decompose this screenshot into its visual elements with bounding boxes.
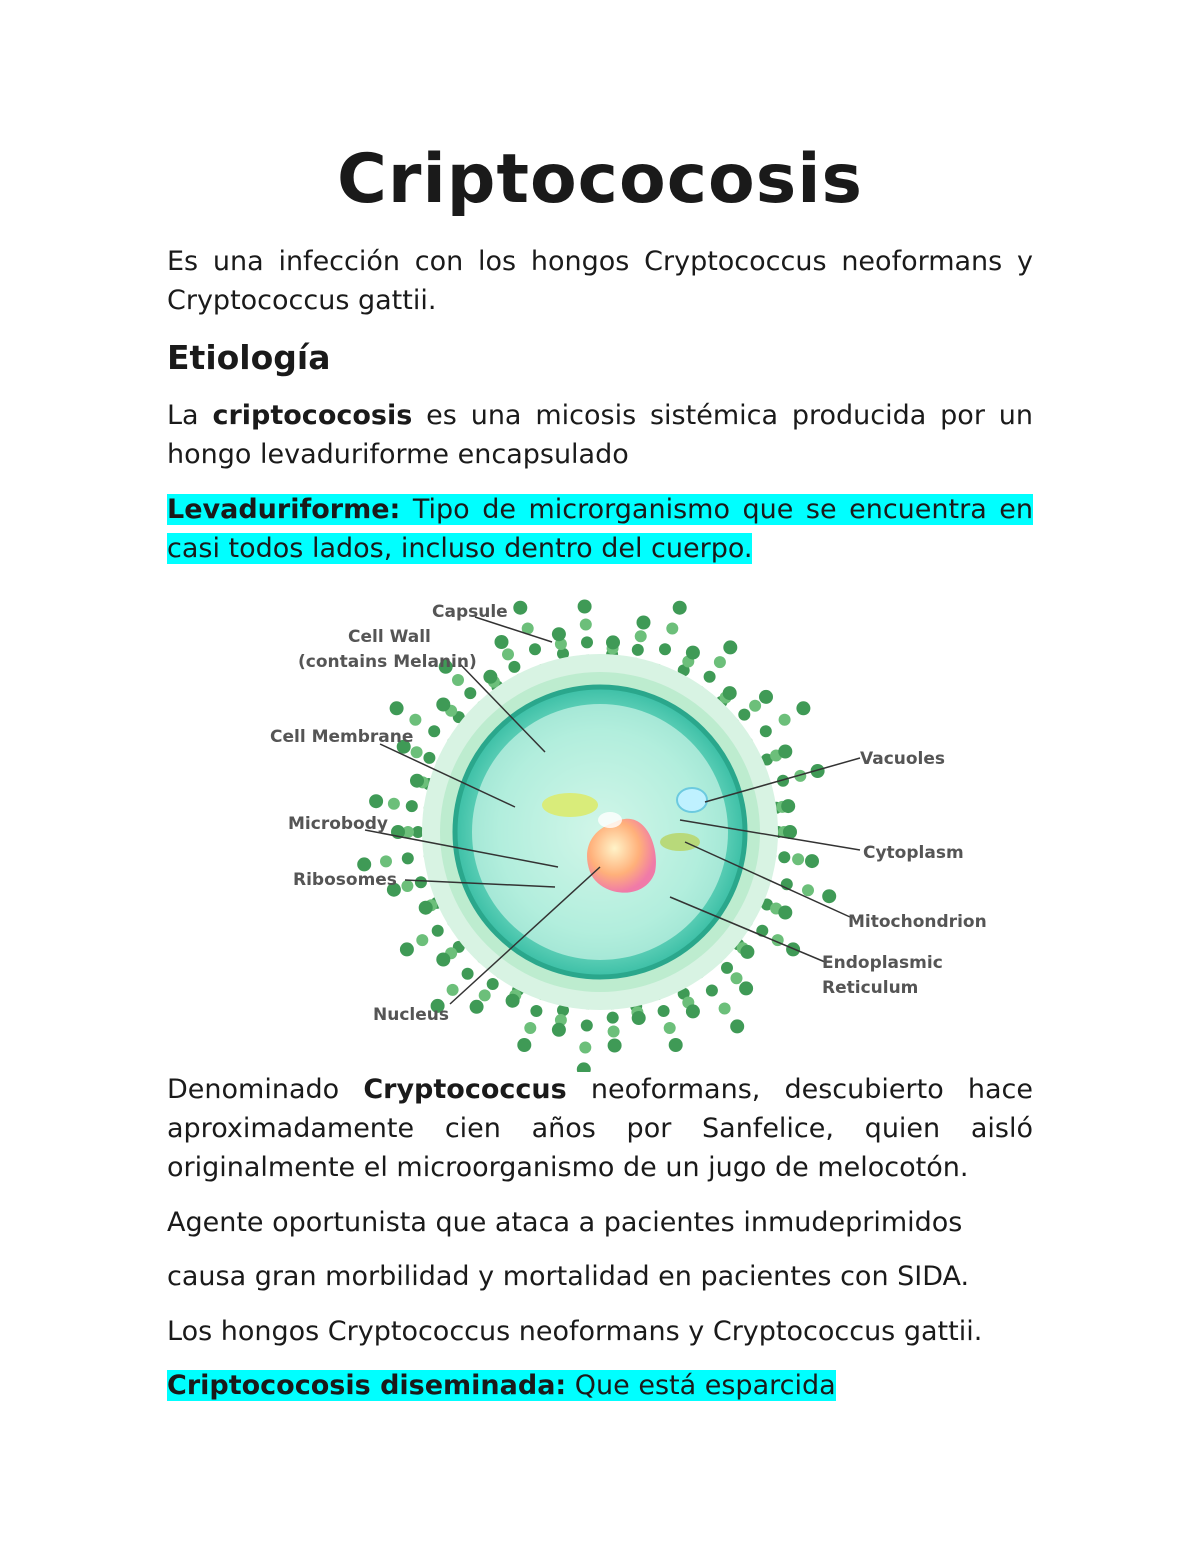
capsule-fiber-bead xyxy=(436,953,450,967)
label-capsule: Capsule xyxy=(432,602,508,622)
agente-paragraph xyxy=(167,1203,1033,1242)
capsule-fiber-bead xyxy=(530,1005,542,1017)
capsule-fiber-bead xyxy=(739,981,753,995)
label-ribosomes: Ribosomes xyxy=(293,870,397,890)
capsule-fiber-bead xyxy=(723,686,737,700)
capsule-fiber-bead xyxy=(749,700,761,712)
capsule-fiber-bead xyxy=(669,1038,683,1052)
capsule-fiber-bead xyxy=(552,1023,566,1037)
label-cell-wall-note: (contains Melanin) xyxy=(298,652,477,672)
section-heading: Etiología xyxy=(167,338,331,377)
capsule-fiber-bead xyxy=(409,714,421,726)
label-microbody: Microbody xyxy=(288,814,388,834)
capsule-fiber-bead xyxy=(436,698,450,712)
capsule-fiber-bead xyxy=(464,687,476,699)
definition-levaduriforme xyxy=(167,490,1033,568)
capsule-fiber-bead xyxy=(778,745,792,759)
capsule-fiber-bead xyxy=(423,752,435,764)
label-cell-membrane: Cell Membrane xyxy=(270,727,414,747)
capsule-fiber-bead xyxy=(796,701,810,715)
capsule-fiber-bead xyxy=(658,1005,670,1017)
label-cytoplasm: Cytoplasm xyxy=(863,843,964,863)
definition-diseminada xyxy=(167,1366,1033,1405)
etiologia-rest: es una micosis sistémica producida por un hongo levaduriforme encapsulado xyxy=(167,400,1033,470)
nucleolus xyxy=(598,812,622,828)
capsule-fiber-bead xyxy=(632,644,644,656)
label-nucleus: Nucleus xyxy=(373,1005,449,1025)
capsule-fiber-bead xyxy=(760,725,772,737)
capsule-fiber-bead xyxy=(388,798,400,810)
etiologia-paragraph xyxy=(167,396,1033,474)
capsule-fiber-bead xyxy=(719,1003,731,1015)
capsule-fiber-bead xyxy=(506,994,520,1008)
vacuole xyxy=(677,788,707,812)
capsule-fiber-bead xyxy=(822,889,836,903)
hongos-paragraph: Los hongos Cryptococcus neoformans y Cryptococcus gattii. xyxy=(167,1316,983,1347)
capsule-fiber-bead xyxy=(495,635,509,649)
capsule-fiber-bead xyxy=(759,690,773,704)
capsule-fiber-bead xyxy=(447,984,459,996)
capsule-fiber-bead xyxy=(581,636,593,648)
denominado-bold: Cryptococcus xyxy=(363,1074,567,1105)
label-vacuoles: Vacuoles xyxy=(860,749,946,769)
capsule-fiber-bead xyxy=(513,601,527,615)
capsule-fiber-bead xyxy=(552,627,566,641)
capsule-fiber-bead xyxy=(529,643,541,655)
page-title: Criptococosis xyxy=(337,140,863,219)
capsule-fiber-bead xyxy=(608,1039,622,1053)
mitochondrion xyxy=(660,833,700,851)
causa-paragraph: causa gran morbilidad y mortalidad en pacientes con SIDA. xyxy=(167,1261,970,1292)
capsule-fiber-bead xyxy=(416,934,428,946)
intro-paragraph: Es una infección con los hongos Cryptococcus neoformans y Cryptococcus gattii. xyxy=(167,246,1033,316)
capsule-fiber-bead xyxy=(508,661,520,673)
etiologia-bold: criptococosis xyxy=(212,400,413,431)
definition-term: Levaduriforme: xyxy=(167,494,401,525)
capsule-fiber-bead xyxy=(578,600,592,614)
capsule-fiber-bead xyxy=(714,656,726,668)
capsule-fiber-bead xyxy=(792,853,804,865)
agente-rest: inmudeprimidos xyxy=(734,1207,963,1238)
capsule-fiber-bead xyxy=(483,670,497,684)
capsule-fiber-bead xyxy=(731,972,743,984)
capsule-fiber-bead xyxy=(637,616,651,630)
capsule-fiber-bead xyxy=(706,985,718,997)
capsule-fiber-bead xyxy=(524,1022,536,1034)
capsule-fiber-bead xyxy=(723,640,737,654)
capsule-fiber-bead xyxy=(686,1004,700,1018)
capsule-fiber-bead xyxy=(410,774,424,788)
capsule-fiber-bead xyxy=(479,989,491,1001)
capsule-fiber-bead xyxy=(579,1042,591,1054)
capsule-fiber-bead xyxy=(580,619,592,631)
capsule-fiber-bead xyxy=(805,854,819,868)
label-er-line1: Endoplasmic xyxy=(822,953,943,973)
capsule-fiber-bead xyxy=(419,901,433,915)
agente-prefix: Agente oportunista que ataca a xyxy=(167,1207,604,1238)
capsule-fiber-bead xyxy=(666,623,678,635)
capsule-fiber-bead xyxy=(406,800,418,812)
etiologia-prefix: La xyxy=(167,400,213,431)
capsule-fiber-bead xyxy=(779,714,791,726)
capsule-fiber-bead xyxy=(517,1038,531,1052)
definition2-text: Que está esparcida xyxy=(566,1370,836,1401)
definition-text: Tipo de microrganismo que se encuentra en casi todos lados, incluso dentro del cuerpo. xyxy=(167,494,1033,564)
capsule-fiber-bead xyxy=(608,1026,620,1038)
label-er-line2: Reticulum xyxy=(822,978,919,998)
capsule-fiber-bead xyxy=(470,1000,484,1014)
denominado-rest: neoformans, descubierto hace aproximadamente cien años por Sanfelice, quien aisló originalmente el microorganismo de un jugo de melocotón. xyxy=(167,1074,1033,1183)
label-cell-wall: Cell Wall xyxy=(348,627,431,647)
capsule-fiber-bead xyxy=(673,601,687,615)
capsule-fiber-bead xyxy=(400,942,414,956)
capsule-fiber-bead xyxy=(664,1022,676,1034)
capsule-fiber-bead xyxy=(452,674,464,686)
label-mitochondrion: Mitochondrion xyxy=(848,912,987,932)
capsule-fiber-bead xyxy=(704,671,716,683)
capsule-fiber-bead xyxy=(778,906,792,920)
microbody xyxy=(542,793,598,817)
capsule-fiber-bead xyxy=(581,1020,593,1032)
capsule-fiber-bead xyxy=(369,794,383,808)
capsule-fiber-bead xyxy=(781,799,795,813)
capsule-fiber-bead xyxy=(432,925,444,937)
capsule-fiber-bead xyxy=(428,725,440,737)
capsule-fiber-bead xyxy=(380,855,392,867)
denominado-paragraph xyxy=(167,1070,1033,1187)
capsule-fiber-bead xyxy=(401,880,413,892)
capsule-fiber-bead xyxy=(778,851,790,863)
capsule-fiber-bead xyxy=(635,630,647,642)
capsule-fiber-bead xyxy=(740,945,754,959)
definition2-term: Criptococosis diseminada: xyxy=(167,1370,567,1401)
capsule-fiber-bead xyxy=(411,746,423,758)
capsule-fiber-bead xyxy=(730,1019,744,1033)
capsule-fiber-bead xyxy=(390,701,404,715)
capsule-fiber-bead xyxy=(686,646,700,660)
capsule-fiber-bead xyxy=(606,635,620,649)
capsule-fiber-bead xyxy=(502,648,514,660)
capsule-fiber-bead xyxy=(487,978,499,990)
denominado-prefix: Denominado xyxy=(167,1074,364,1105)
capsule-fiber-bead xyxy=(632,1011,646,1025)
capsule-fiber-bead xyxy=(802,884,814,896)
capsule-fiber-bead xyxy=(402,852,414,864)
capsule-fiber-bead xyxy=(462,968,474,980)
agente-emph: pacientes xyxy=(603,1207,735,1238)
cryptococcus-cell-diagram xyxy=(260,592,1000,1072)
capsule-fiber-bead xyxy=(415,876,427,888)
capsule-fiber-bead xyxy=(607,1012,619,1024)
capsule-fiber-bead xyxy=(659,643,671,655)
capsule-fiber-bead xyxy=(738,709,750,721)
capsule-fiber-bead xyxy=(721,962,733,974)
